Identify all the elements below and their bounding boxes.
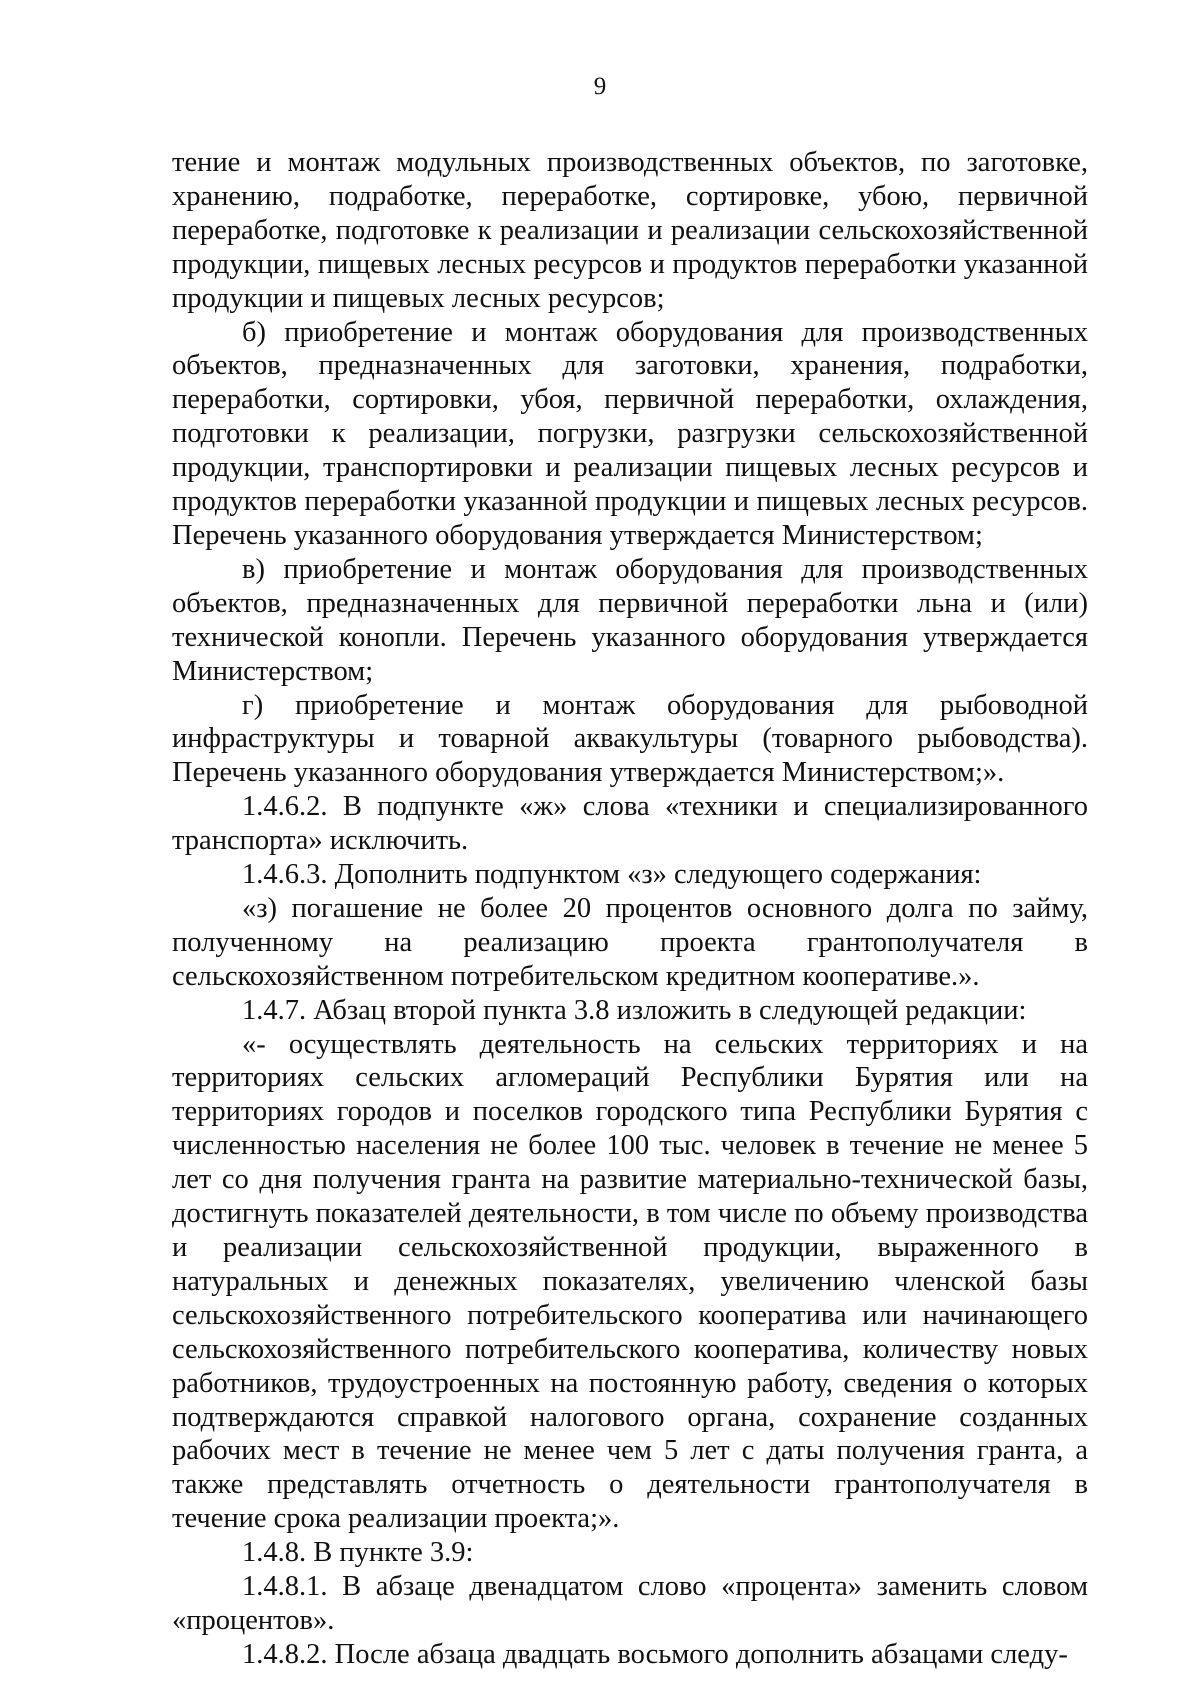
page-number: 9 <box>593 73 607 100</box>
paragraph-item-g: г) приобретение и монтаж оборудования для рыбоводной инфраструктуры и товарной аквакультуры (товарного рыбоводства). Перечень указанного оборудования утверждается Министерством;». <box>172 689 1088 789</box>
paragraph-1-4-8: 1.4.8. В пункте 3.9: <box>242 1537 474 1569</box>
paragraph-item-b: б) приобретение и монтаж оборудования для производственных объектов, предназначенных для заготовки, хранения, подработки, переработки, сортировки, убоя, первичной переработки, охлаждения, подготовки к реализации, погрузки, разгрузки сельскохозяйственной продукции, транспортировки и реализации пищевых лесных ресурсов и продуктов переработки указанной продукции и пищевых лесных ресурсов. Перечень указанного оборудования утверждается Министерством; <box>172 316 1088 551</box>
paragraph-quoted-obligations: «- осуществлять деятельность на сельских территориях и на территориях сельских агломераций Республики Бурятия или на территориях городов и поселков городского типа Республики Бурятия с численностью населения не более 100 тыс. человек в течение не менее 5 лет со дня получения гранта на развитие материально-технической базы, достигнуть показателей деятельности, в том числе по объему производства и реализации сельскохозяйственной продукции, выраженного в натуральных и денежных показателях, увеличению членской базы сельскохозяйственного потребительского кооператива или начинающего сельскохозяйственного потребительского кооператива, количеству новых работников, трудоустроенных на постоянную работу, сведения о которых подтверждаются справкой налогового органа, сохранение созданных рабочих мест в течение не менее чем 5 лет с даты получения гранта, а также представлять отчетность о деятельности грантополучателя в течение срока реализации проекта;». <box>172 1028 1088 1535</box>
paragraph-1-4-6-3: 1.4.6.3. Дополнить подпунктом «з» следующего содержания: <box>242 859 982 891</box>
paragraph-1-4-6-2: 1.4.6.2. В подпункте «ж» слова «техники и специализированного транспорта» исключить. <box>172 791 1088 857</box>
paragraph-1-4-7: 1.4.7. Абзац второй пункта 3.8 изложить в следующей редакции: <box>242 994 1027 1026</box>
paragraph-1-4-8-1: 1.4.8.1. В абзаце двенадцатом слово «процента» заменить словом «процентов». <box>172 1571 1088 1636</box>
paragraph-item-z: «з) погашение не более 20 процентов основного долга по займу, полученному на реализацию проекта грантополучателя в сельскохозяйственном потребительском кредитном кооперативе.». <box>172 892 1088 992</box>
document-body <box>172 146 1088 1672</box>
paragraph-1-4-8-2: 1.4.8.2. После абзаца двадцать восьмого дополнить абзацами следу- <box>242 1638 1068 1670</box>
paragraph-item-v: в) приобретение и монтаж оборудования для производственных объектов, предназначенных для первичной переработки льна и (или) технической конопли. Перечень указанного оборудования утверждается Министерством; <box>172 553 1088 687</box>
paragraph-continuation: тение и монтаж модульных производственных объектов, по заготовке, хранению, подработке, переработке, сортировке, убою, первичной переработке, подготовке к реализации и реализации сельскохозяйственной продукции, пищевых лесных ресурсов и продуктов переработки указанной продукции и пищевых лесных ресурсов; <box>172 147 1088 314</box>
